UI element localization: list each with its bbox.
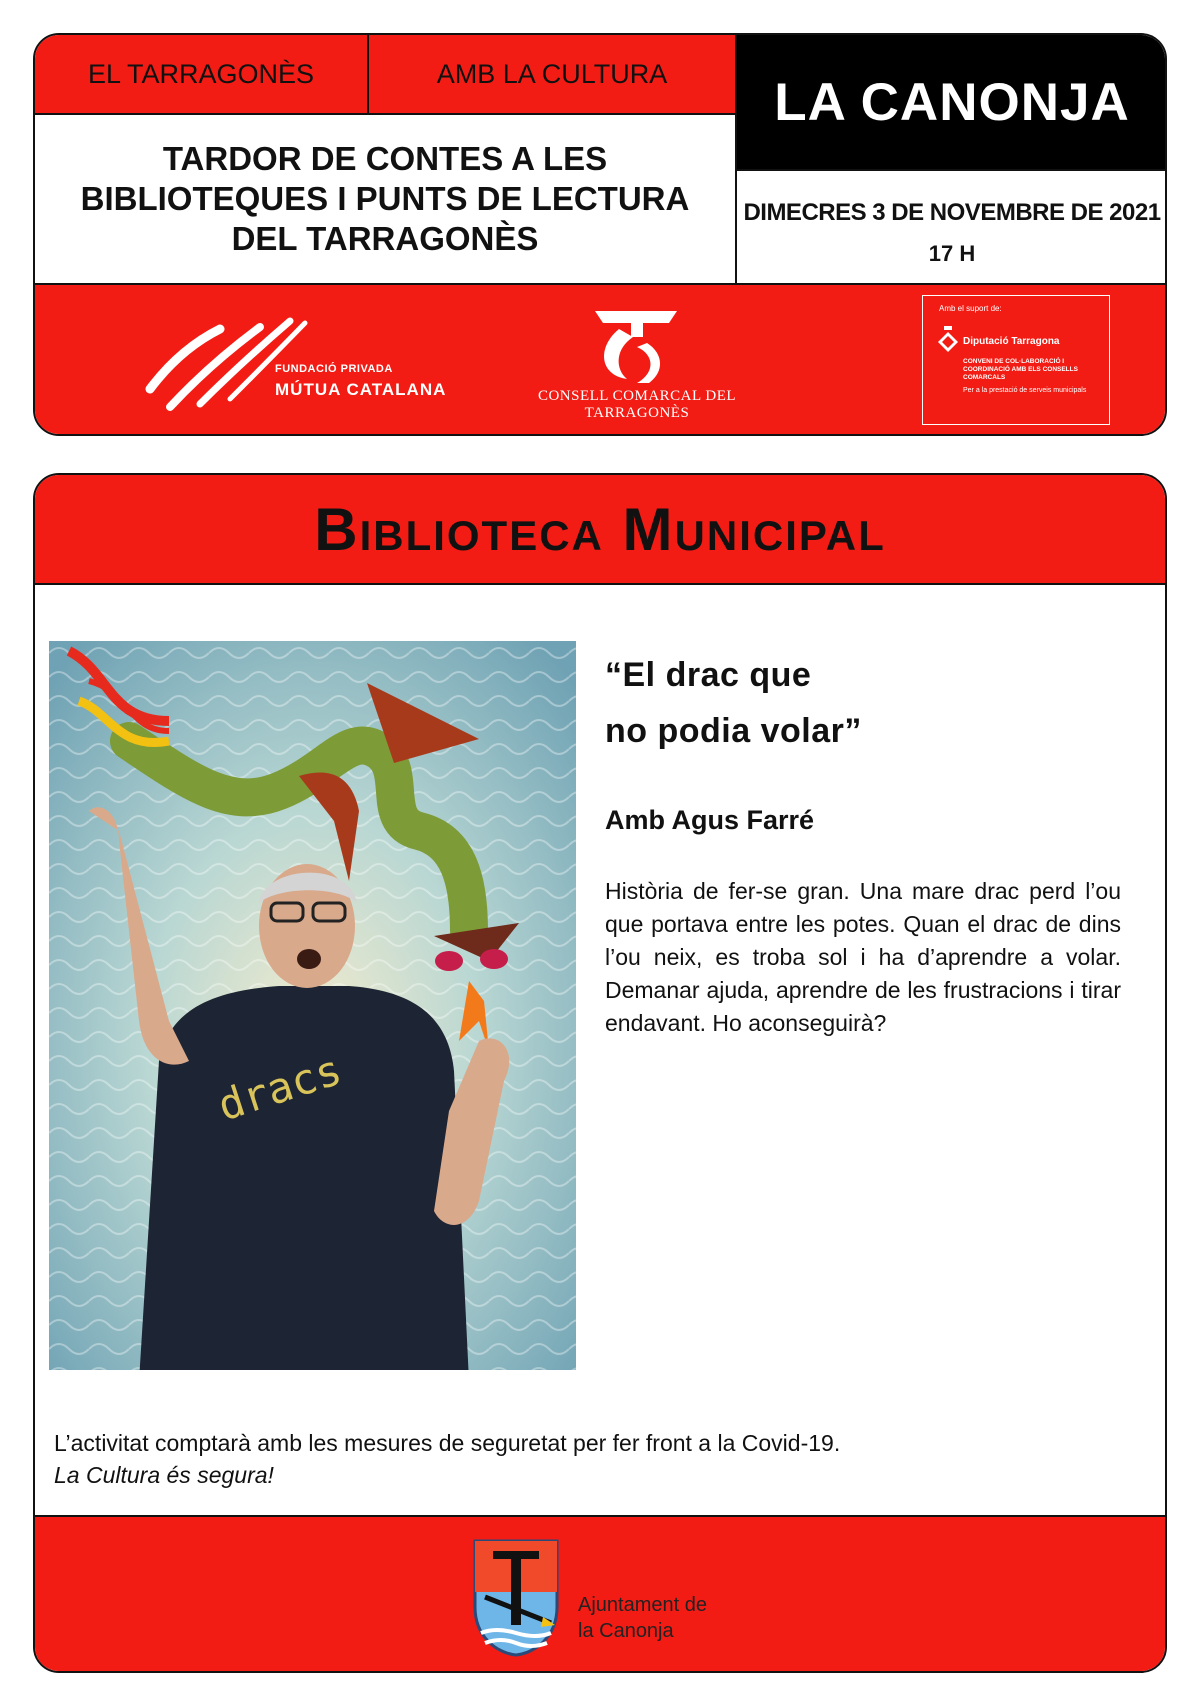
event-header-box [33,33,1167,436]
story-title-line-2: no podia volar” [605,712,862,750]
diputacio-logo [922,295,1110,425]
safety-note: L’activitat comptarà amb les mesures de seguretat per fer front a la Covid-19. [54,1430,841,1456]
story-description: Història de fer-se gran. Una mare drac perd l’ou que portava entre les potes. Quan el drac de dins l’ou neix, es troba sol i ha d’aprendre a volar. Demanar ajuda, aprendre de les frustracions i tirar endavant. Ho aconseguirà? [605,878,1121,1036]
diputacio-name: Diputació Tarragona [963,336,1060,347]
council-name-line-1: Ajuntament de [578,1594,707,1616]
event-time: 17 H [928,241,976,266]
date-block [737,169,1167,283]
culture-tab: AMB LA CULTURA [369,35,737,115]
la-canonja-crest-icon [471,1537,561,1657]
mutua-name: MÚTUA CATALANA [275,380,447,399]
diputacio-emblem-icon [937,326,959,356]
town-name: LA CANONJA [737,35,1167,169]
council-name [578,1592,707,1644]
consell-name: CONSELL COMARCAL DEL TARRAGONÈS [537,388,737,421]
diputacio-services: Per a la prestació de serveis municipals [963,387,1087,394]
region-tab: EL TARRAGONÈS [35,35,369,115]
event-detail-box [33,473,1167,1673]
story-title [605,647,1145,759]
safety-slogan: La Cultura és segura! [54,1462,274,1488]
series-title: TARDOR DE CONTES A LES BIBLIOTEQUES I PUNTS DE LECTURA DEL TARRAGONÈS [35,115,737,283]
shirt-text: dracs [211,1044,348,1131]
story-author: Amb Agus Farré [605,805,815,835]
diputacio-agreement: CONVENI DE COL·LABORACIÓ I COORDINACIÓ AMB ELS CONSELLS COMARCALS [963,358,1078,381]
footer-band [35,1515,1165,1673]
event-date: DIMECRES 3 DE NOVEMBRE DE 2021 [743,199,1161,226]
storyteller-photo [49,641,576,1370]
library-name: Biblioteca Municipal [35,475,1165,585]
sponsor-band [35,283,1165,436]
story-title-line-1: “El drac que [605,656,812,694]
mutua-subtitle: FUNDACIÓ PRIVADA [275,363,393,375]
support-label: Amb el suport de: [939,304,1002,313]
council-name-line-2: la Canonja [578,1620,674,1642]
